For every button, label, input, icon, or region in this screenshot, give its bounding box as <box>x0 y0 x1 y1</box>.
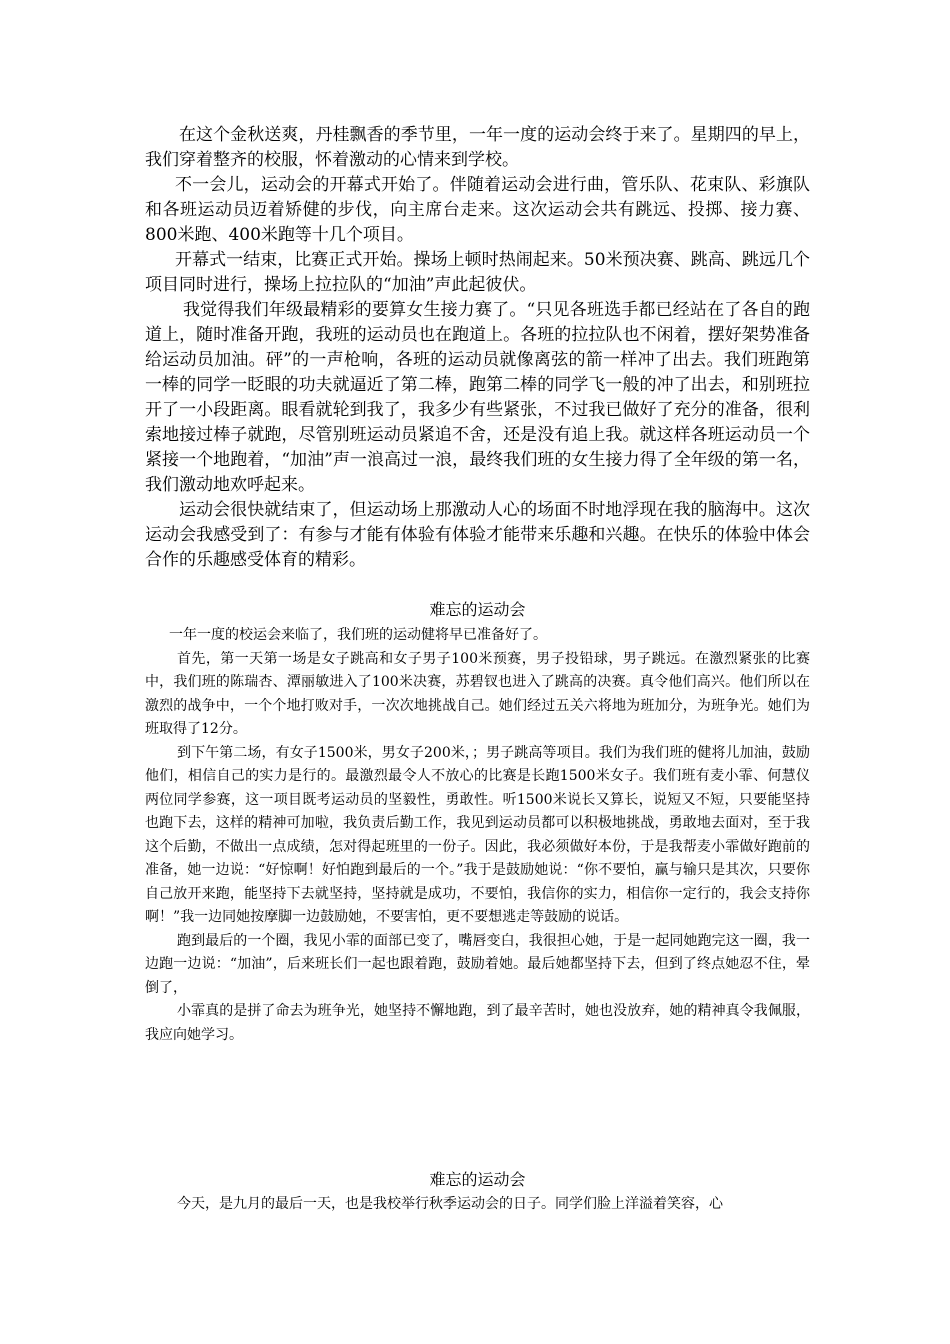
paragraph: 不一会儿，运动会的开幕式开始了。伴随着运动会进行曲，管乐队、花束队、彩旗队和各班运动员迈着矫健的步伐，向主席台走来。这次运动会共有跳远、投掷、接力赛、800米跑、400米跑等十几个项目。 <box>145 175 810 245</box>
essay-title: 难忘的运动会 <box>429 600 526 619</box>
paragraph: 跑到最后的一个圈，我见小霏的面部已变了，嘴唇变白，我很担心她，于是一起同她跑完这一圈，我一边跑一边说：“加油”，后来班长们一起也跟着跑，鼓励着她。最后她都坚持下去，但到了终点她忍不住，晕倒了， <box>145 932 810 996</box>
paragraph: 一年一度的校运会来临了，我们班的运动健将早已准备好了。 <box>169 627 547 643</box>
essay-title: 难忘的运动会 <box>429 1170 526 1189</box>
essay-section-3 <box>145 1167 810 1217</box>
paragraph: 今天，是九月的最后一天，也是我校举行秋季运动会的日子。同学们脸上洋溢着笑容，心 <box>177 1196 723 1212</box>
paragraph: 小霏真的是拼了命去为班争光，她坚持不懈地跑，到了最辛苦时，她也没放弃，她的精神真令我佩服，我应向她学习。 <box>145 1003 810 1043</box>
paragraph: 开幕式一结束，比赛正式开始。操场上顿时热闹起来。50米预决赛、跳高、跳远几个项目同时进行，操场上拉拉队的“加油”声此起彼伏。 <box>145 250 810 295</box>
paragraph: 在这个金秋送爽，丹桂飘香的季节里，一年一度的运动会终于来了。星期四的早上，我们穿着整齐的校服，怀着激动的心情来到学校。 <box>145 125 810 170</box>
paragraph: 运动会很快就结束了，但运动场上那激动人心的场面不时地浮现在我的脑海中。这次运动会我感受到了：有参与才能有体验有体验才能带来乐趣和兴趣。在快乐的体验中体会合作的乐趣感受体育的精彩。 <box>145 500 810 570</box>
paragraph: 到下午第二场，有女子1500米，男女子200米，；男子跳高等项目。我们为我们班的健将儿加油，鼓励他们，相信自己的实力是行的。最激烈最令人不放心的比赛是长跑1500米女子。我们班有麦小霏、何慧仪两位同学参赛，这一项目既考运动员的坚毅性，勇敢性。听1500米说长又算长，说短又不短，只要能坚持也跑下去，这样的精神可加啦，我负责后勤工作，我见到运动员都可以积极地挑战，勇敢地去面对，至于我这个后勤，不做出一点成绩，怎对得起班里的一份子。因此，我必须做好本份，于是我帮麦小霏做好跑前的准备，她一边说：“好惊啊！好怕跑到最后的一个。”我于是鼓励她说：“你不要怕，赢与输只是其次，只要你自己放开来跑，能坚持下去就坚持，坚持就是成功，不要怕，我信你的实力，相信你一定行的，我会支持你啊！”我一边同她按摩脚一边鼓励她，不要害怕，更不要想逃走等鼓励的说话。 <box>145 744 810 925</box>
paragraph: 首先，第一天第一场是女子跳高和女子男子100米预赛，男子投铅球，男子跳远。在激烈紧张的比赛中，我们班的陈瑞杏、潭丽敏进入了100米决赛，苏碧钗也进入了跳高的决赛。真令他们高兴。他们所以在激烈的战争中，一个个地打败对手，一次次地挑战自己。她们经过五关六将地为班加分，为班争光。她们为班取得了12分。 <box>145 650 810 737</box>
essay-section-1 <box>145 123 810 573</box>
essay-section-2 <box>145 597 810 1047</box>
paragraph: 我觉得我们年级最精彩的要算女生接力赛了。“只见各班选手都已经站在了各自的跑道上，随时准备开跑，我班的运动员也在跑道上。各班的拉拉队也不闲着，摆好架势准备给运动员加油。砰”的一声枪响，各班的运动员就像离弦的箭一样冲了出去。我们班跑第一棒的同学一眨眼的功夫就逼近了第二棒，跑第二棒的同学飞一般的冲了出去，和别班拉开了一小段距离。眼看就轮到我了，我多少有些紧张，不过我已做好了充分的准备，很利索地接过棒子就跑，尽管别班运动员紧追不舍，还是没有追上我。就这样各班运动员一个紧接一个地跑着，“加油”声一浪高过一浪，最终我们班的女生接力得了全年级的第一名，我们激动地欢呼起来。 <box>145 300 810 495</box>
